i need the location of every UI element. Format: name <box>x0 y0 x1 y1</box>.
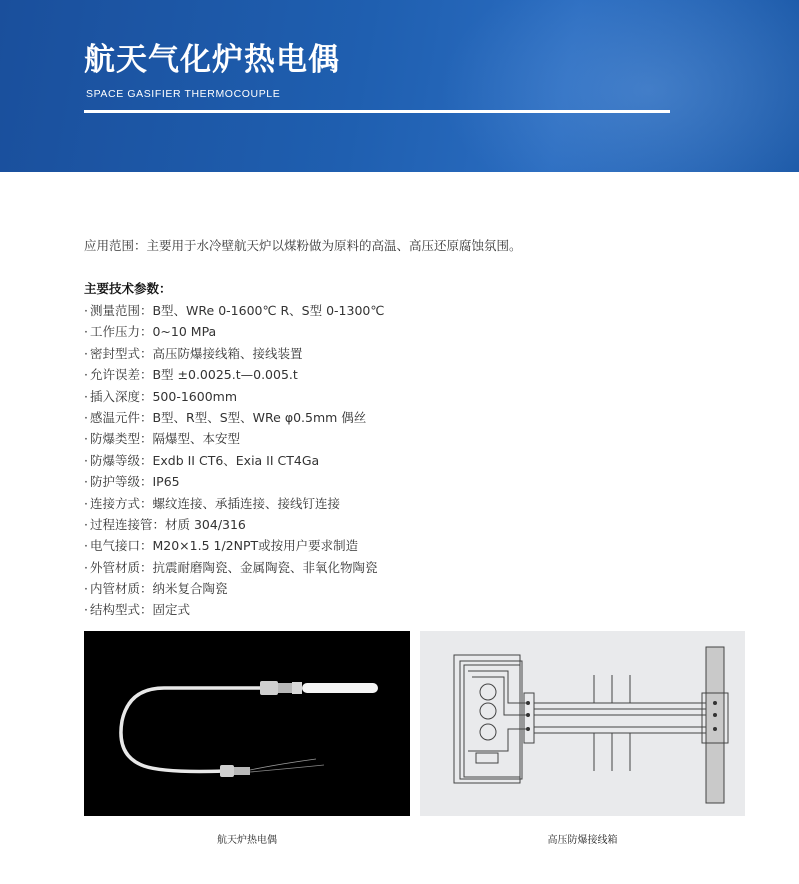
spec-item: · 连接方式：螺纹连接、承插连接、接线钉连接 <box>84 495 340 511</box>
junction-box-schematic <box>420 631 745 816</box>
spec-item: · 结构型式：固定式 <box>84 602 190 618</box>
header-banner <box>0 0 799 172</box>
spec-item: · 密封型式：高压防爆接线箱、接线装置 <box>84 345 303 361</box>
spec-item: · 防爆类型：隔爆型、本安型 <box>84 431 240 447</box>
spec-item: · 过程连接管：材质 304/316 <box>84 516 246 532</box>
application-scope: 应用范围：主要用于水冷壁航天炉以煤粉做为原料的高温、高压还原腐蚀氛围。 <box>84 238 522 253</box>
spec-item: · 允许误差：B型 ±0.0025.t—0.005.t <box>84 367 298 383</box>
spec-item: · 测量范围：B型、WRe 0-1600℃ R、S型 0-1300℃ <box>84 303 385 318</box>
title-underline <box>84 110 670 113</box>
spec-item: · 防护等级：IP65 <box>84 474 180 490</box>
spec-item: · 防爆等级：Exdb II CT6、Exia II CT4Ga <box>84 452 320 468</box>
page-subtitle: SPACE GASIFIER THERMOCOUPLE <box>86 88 281 100</box>
spec-item: · 感温元件：B型、R型、S型、WRe φ0.5mm 偶丝 <box>84 409 367 425</box>
page-title: 航天气化炉热电偶 <box>84 42 340 78</box>
banner-glow <box>439 0 799 172</box>
thermocouple-caption: 航天炉热电偶 <box>217 835 277 846</box>
spec-item: · 外管材质：抗震耐磨陶瓷、金属陶瓷、非氧化物陶瓷 <box>84 559 378 575</box>
junction-box-caption: 高压防爆接线箱 <box>547 835 618 846</box>
spec-list <box>84 300 384 621</box>
thermocouple-photo <box>84 631 410 816</box>
spec-item: · 内管材质：纳米复合陶瓷 <box>84 581 228 597</box>
spec-heading: 主要技术参数： <box>84 281 172 296</box>
spec-item: · 工作压力：0~10 MPa <box>84 324 217 340</box>
spec-item: · 插入深度：500-1600mm <box>84 388 238 404</box>
junction-box-drawing <box>420 631 745 816</box>
spec-item: · 电气接口：M20×1.5 1/2NPT或按用户要求制造 <box>84 538 359 554</box>
thermocouple-illustration <box>84 631 410 816</box>
